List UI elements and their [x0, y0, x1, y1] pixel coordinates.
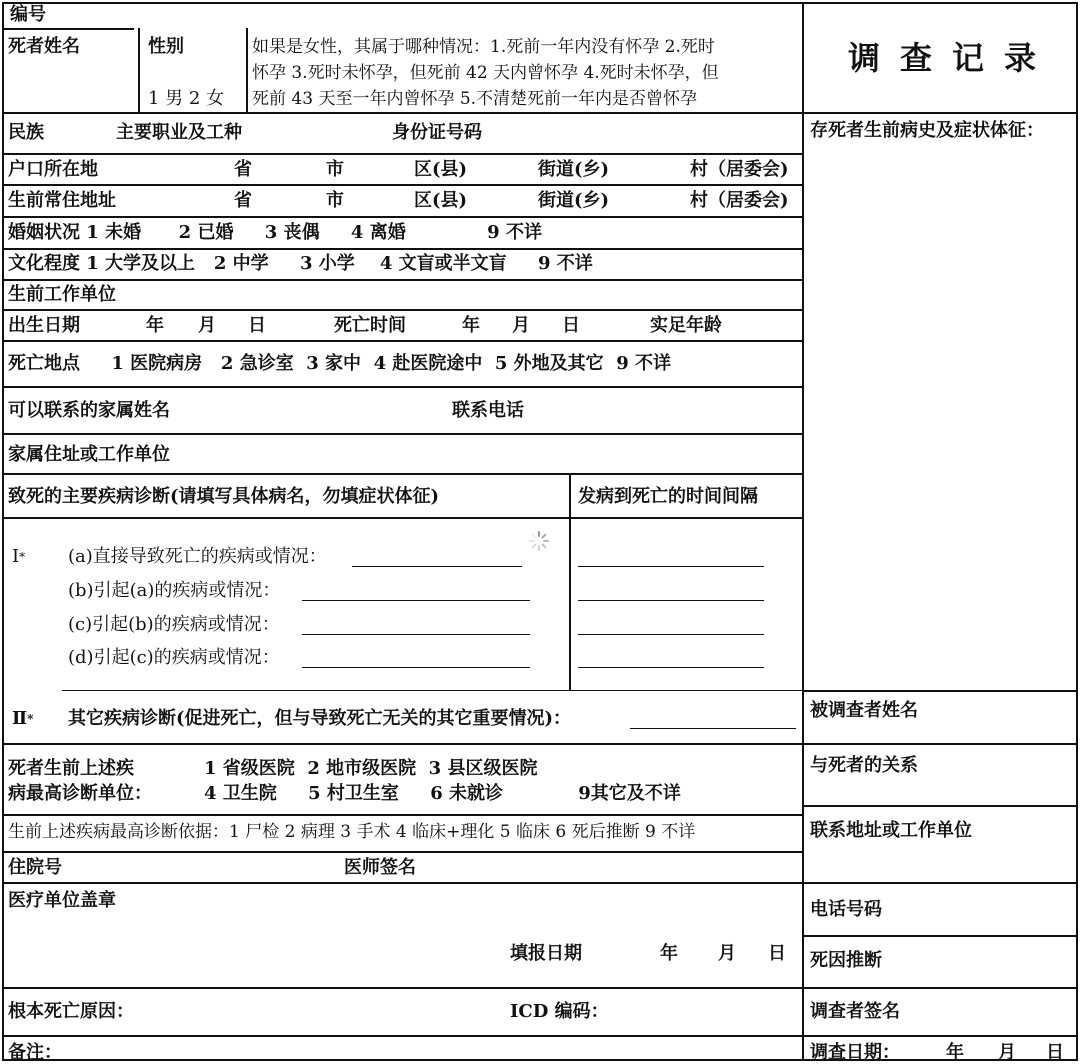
line [2, 814, 802, 816]
line [2, 1035, 802, 1037]
hospital-number-label: 住院号 [8, 857, 62, 878]
hospital-stamp-label: 医疗单位盖章 [8, 890, 116, 911]
interval-header: 发病到死亡的时间间隔 [578, 486, 758, 507]
line [802, 690, 1078, 692]
relationship-label: 与死者的关系 [810, 755, 918, 776]
birth-date-label: 出生日期 [8, 315, 80, 336]
loading-spinner-icon [528, 530, 550, 552]
line [802, 935, 1078, 937]
line [2, 517, 802, 519]
district-label: 区(县) [414, 159, 468, 180]
city-label: 市 [326, 190, 344, 211]
line [138, 28, 140, 112]
day-label: 日 [248, 315, 266, 336]
diagnosis-header: 致死的主要疾病诊断(请填写具体病名，勿填症状体征) [8, 486, 440, 507]
interval-a-blank[interactable] [578, 566, 764, 567]
line [2, 386, 802, 388]
line [2, 216, 802, 218]
family-address-label: 家属住址或工作单位 [8, 444, 170, 465]
unit-options-1: 1 省级医院 2 地市级医院 3 县区级医院 [204, 758, 538, 779]
phone-number-label: 电话号码 [810, 899, 882, 920]
cause-d-blank[interactable] [302, 667, 530, 668]
line [802, 112, 1078, 114]
unit-options-2: 4 卫生院 5 村卫生室 6 未就诊 9其它及不详 [204, 783, 681, 804]
line [2, 340, 802, 342]
month-label: 月 [718, 943, 736, 964]
other-diagnosis-blank[interactable] [630, 728, 796, 729]
line [2, 433, 802, 435]
cause-b-blank[interactable] [302, 600, 530, 601]
death-place-row: 死亡地点 1 医院病房 2 急诊室 3 家中 4 赴医院途中 5 外地及其它 9 不详 [8, 353, 672, 374]
highest-unit-label-2: 病最高诊断单位： [8, 783, 152, 804]
line [2, 309, 802, 311]
interval-d-blank[interactable] [578, 667, 764, 668]
year-label: 年 [660, 943, 678, 964]
line [802, 882, 1078, 884]
age-label: 实足年龄 [650, 315, 722, 336]
street-label: 街道(乡) [538, 159, 610, 180]
province-label: 省 [234, 159, 252, 180]
cause-b-label: (b)引起(a)的疾病或情况： [68, 580, 281, 601]
line [2, 28, 134, 30]
year-label: 年 [146, 315, 164, 336]
remark-label: 备注： [8, 1042, 62, 1063]
report-date-label: 填报日期 [510, 943, 582, 964]
line [2, 987, 802, 989]
education-row: 文化程度 1 大学及以上 2 中学 3 小学 4 文盲或半文盲 9 不详 [8, 253, 593, 274]
death-time-label: 死亡时间 [334, 315, 406, 336]
pregnancy-text-line1: 如果是女性，其属于哪种情况：1.死前一年内没有怀孕 2.死时 [252, 37, 715, 57]
sex-options: 1 男 2 女 [148, 88, 225, 109]
icd-code-label: ICD 编码： [510, 1001, 609, 1022]
line [2, 851, 802, 853]
workplace-label: 生前工作单位 [8, 284, 116, 305]
line [2, 743, 802, 745]
highest-unit-label-1: 死者生前上述疾 [8, 758, 134, 779]
part-one-label: Ⅰ* [12, 546, 26, 567]
line [802, 805, 1078, 807]
month-label: 月 [512, 315, 530, 336]
line [802, 1035, 1078, 1037]
marital-status-row: 婚姻状况 1 未婚 2 已婚 3 丧偶 4 离婚 9 不详 [8, 222, 542, 243]
doctor-signature-label: 医师签名 [344, 857, 416, 878]
city-label: 市 [326, 159, 344, 180]
cause-d-label: (d)引起(c)的疾病或情况： [68, 647, 280, 668]
other-diagnosis-label: 其它疾病诊断(促进死亡，但与导致死亡无关的其它重要情况)： [68, 708, 572, 729]
month-label: 月 [198, 315, 216, 336]
interval-b-blank[interactable] [578, 600, 764, 601]
month-label: 月 [998, 1042, 1016, 1063]
line [2, 279, 802, 281]
interval-c-blank[interactable] [578, 634, 764, 635]
line [569, 473, 571, 690]
occupation-label: 主要职业及工种 [116, 122, 242, 143]
street-label: 街道(乡) [538, 190, 610, 211]
respondent-name-label: 被调查者姓名 [810, 700, 918, 721]
province-label: 省 [234, 190, 252, 211]
line [802, 987, 1078, 989]
serial-label: 编号 [10, 4, 46, 25]
line [62, 690, 802, 691]
line [2, 473, 802, 475]
family-phone-label: 联系电话 [452, 400, 524, 421]
day-label: 日 [768, 943, 786, 964]
district-label: 区(县) [414, 190, 468, 211]
medical-history-label: 存死者生前病史及症状体征： [810, 120, 1044, 141]
investigator-signature-label: 调查者签名 [810, 1001, 900, 1022]
line [802, 743, 1078, 745]
line [2, 184, 802, 186]
part-two-label: Ⅱ* [12, 708, 34, 729]
year-label: 年 [946, 1042, 964, 1063]
day-label: 日 [1046, 1042, 1064, 1063]
line [2, 882, 802, 884]
line [2, 153, 802, 155]
cause-c-blank[interactable] [302, 634, 530, 635]
root-cause-label: 根本死亡原因： [8, 1001, 134, 1022]
survey-record-title: 调查记录 [848, 39, 1057, 77]
cause-a-label: (a)直接导致死亡的疾病或情况： [68, 546, 327, 567]
cause-inference-label: 死因推断 [810, 950, 882, 971]
survey-date-label: 调查日期： [810, 1042, 900, 1063]
ethnicity-label: 民族 [8, 122, 44, 143]
sex-label: 性别 [148, 36, 184, 57]
pregnancy-text-line3: 死前 43 天至一年内曾怀孕 5.不清楚死前一年内是否曾怀孕 [252, 89, 698, 109]
line [2, 112, 802, 114]
deceased-name-label: 死者姓名 [8, 36, 80, 57]
line [2, 248, 802, 250]
pregnancy-text-line2: 怀孕 3.死时未怀孕，但死前 42 天内曾怀孕 4.死时未怀孕，但 [252, 63, 719, 83]
residence-label: 生前常住地址 [8, 190, 116, 211]
contact-address-label: 联系地址或工作单位 [810, 820, 972, 841]
diagnosis-basis-row: 生前上述疾病最高诊断依据：1 尸检 2 病理 3 手术 4 临床+理化 5 临床 6 死后推断 9 不详 [8, 822, 696, 842]
id-number-label: 身份证号码 [392, 122, 482, 143]
cause-a-blank[interactable] [352, 566, 522, 567]
village-label: 村（居委会) [690, 159, 789, 180]
household-label: 户口所在地 [8, 159, 98, 180]
column-divider [802, 2, 804, 1061]
village-label: 村（居委会) [690, 190, 789, 211]
year-label: 年 [462, 315, 480, 336]
day-label: 日 [562, 315, 580, 336]
line [246, 28, 248, 112]
cause-c-label: (c)引起(b)的疾病或情况： [68, 614, 280, 635]
family-contact-label: 可以联系的家属姓名 [8, 400, 170, 421]
